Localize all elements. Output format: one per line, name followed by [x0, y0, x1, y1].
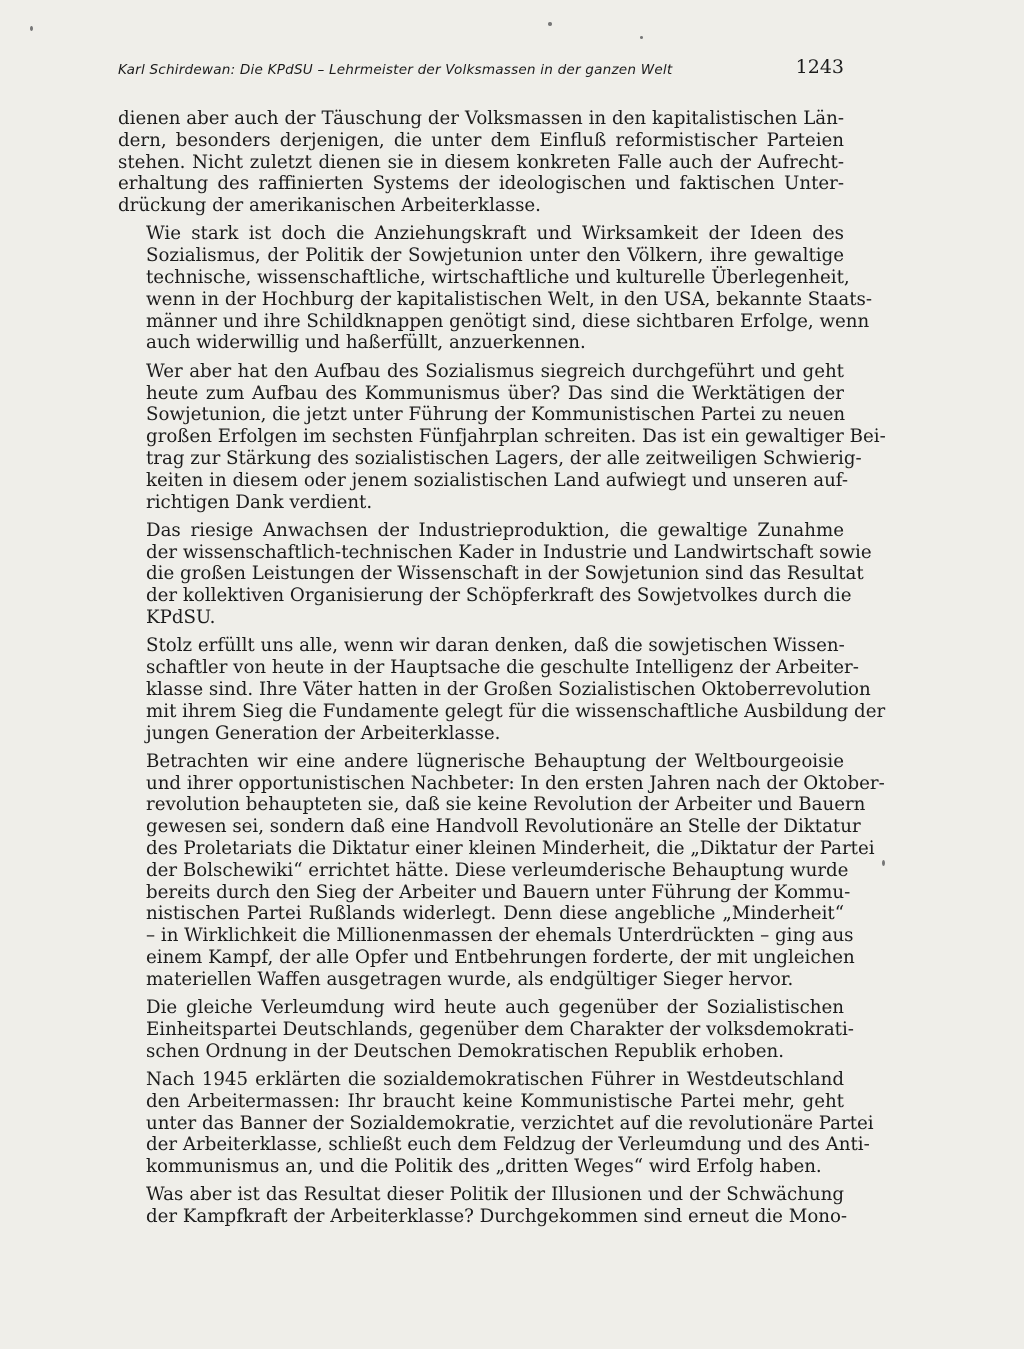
text-line: auch widerwillig und haßerfüllt, anzuerkennen. — [146, 332, 586, 354]
text-line: Sozialismus, der Politik der Sowjetunion unter den Völkern, ihre gewaltige — [146, 245, 844, 267]
text-line: jungen Generation der Arbeiterklasse. — [146, 722, 501, 744]
text-line: erhaltung des raffinierten Systems der ideologischen und faktischen Unter- — [118, 173, 844, 195]
text-line: der Bolschewiki“ errichtet hätte. Diese verleumderische Behauptung wurde — [146, 859, 849, 881]
text-line: trag zur Stärkung des sozialistischen Lagers, der alle zeitweiligen Schwierig- — [146, 447, 862, 469]
text-line: den Arbeitermassen: Ihr braucht keine Kommunistische Partei mehr, geht — [146, 1090, 844, 1112]
text-line: materiellen Waffen ausgetragen wurde, als endgültiger Sieger hervor. — [146, 968, 794, 990]
text-line: drückung der amerikanischen Arbeiterklasse. — [118, 195, 541, 217]
text-line: dienen aber auch der Täuschung der Volksmassen in den kapitalistischen Län- — [118, 108, 844, 129]
text-line: einem Kampf, der alle Opfer und Entbehrungen forderte, der mit ungleichen — [146, 946, 855, 968]
text-line: kommunismus an, und die Politik des „dritten Weges“ wird Erfolg haben. — [146, 1156, 822, 1178]
text-line: männer und ihre Schildknappen genötigt sind, diese sichtbaren Erfolge, wenn — [146, 310, 870, 332]
text-line: schaftler von heute in der Hauptsache die geschulte Intelligenz der Arbeiter- — [146, 657, 859, 679]
text-line: Was aber ist das Resultat dieser Politik der Illusionen und der Schwächung — [146, 1184, 844, 1206]
text-line: keiten in diesem oder jenem sozialistischen Land aufwiegt und unseren auf- — [146, 469, 849, 491]
text-line: wenn in der Hochburg der kapitalistischen Welt, in den USA, bekannte Staats- — [146, 288, 873, 310]
paragraph — [118, 1184, 848, 1228]
text-line: – in Wirklichkeit die Millionenmassen der ehemals Unterdrückten – ging aus — [146, 925, 854, 947]
scan-speck — [30, 26, 33, 31]
text-line: der wissenschaftlich-technischen Kader in Industrie und Landwirtschaft sowie — [146, 541, 872, 563]
text-line: klasse sind. Ihre Väter hatten in der Großen Sozialistischen Oktoberrevolution — [146, 678, 871, 700]
text-line: richtigen Dank verdient. — [146, 491, 373, 513]
text-line: Betrachten wir eine andere lügnerische Behauptung der Weltbourgeoisie — [146, 750, 844, 772]
paragraph — [118, 635, 886, 744]
text-line: der kollektiven Organisierung der Schöpferkraft des Sowjetvolkes durch die — [146, 585, 852, 607]
text-line: der Arbeiterklasse, schließt euch dem Feldzug der Verleumdung und des Anti- — [146, 1134, 870, 1156]
paragraph — [118, 108, 844, 217]
text-line: gewesen sei, sondern daß eine Handvoll Revolutionäre an Stelle der Diktatur — [146, 816, 861, 838]
text-line: Wer aber hat den Aufbau des Sozialismus siegreich durchgeführt und geht — [146, 360, 844, 382]
paragraph — [118, 519, 872, 629]
scan-speck — [548, 22, 552, 26]
text-line: revolution behaupteten sie, daß sie keine Revolution der Arbeiter und Bauern — [146, 794, 866, 816]
text-line: des Proletariats die Diktatur einer kleinen Minderheit, die „Diktatur der Partei — [146, 838, 875, 859]
scan-speck — [640, 36, 643, 39]
running-head: Karl Schirdewan: Die KPdSU – Lehrmeister der Volksmassen in der ganzen Welt — [118, 62, 673, 78]
text-line: der Kampfkraft der Arbeiterklasse? Durchgekommen sind erneut die Mono- — [146, 1206, 848, 1228]
page-header — [118, 56, 844, 86]
text-line: technische, wissenschaftliche, wirtschaftliche und kulturelle Überlegenheit, — [146, 267, 850, 289]
text-line: Das riesige Anwachsen der Industrieproduktion, die gewaltige Zunahme — [146, 519, 844, 541]
text-line: schen Ordnung in der Deutschen Demokratischen Republik erhoben. — [146, 1040, 784, 1062]
text-line: Die gleiche Verleumdung wird heute auch gegenüber der Sozialistischen — [146, 997, 844, 1019]
text-line: Sowjetunion, die jetzt unter Führung der Kommunistischen Partei zu neuen — [146, 404, 846, 426]
text-line: KPdSU. — [146, 607, 216, 629]
text-line: die großen Leistungen der Wissenschaft in der Sowjetunion sind das Resultat — [146, 563, 864, 585]
paragraph — [118, 360, 886, 514]
text-line: mit ihrem Sieg die Fundamente gelegt für die wissenschaftliche Ausbildung der — [146, 700, 886, 722]
text-line: Wie stark ist doch die Anziehungskraft und Wirksamkeit der Ideen des — [146, 223, 844, 245]
text-line: Einheitspartei Deutschlands, gegenüber dem Charakter der volksdemokrati- — [146, 1018, 854, 1040]
text-line: unter das Banner der Sozialdemokratie, verzichtet auf die revolutionäre Partei — [146, 1112, 874, 1134]
body-text — [118, 108, 886, 1235]
paragraph — [118, 223, 873, 354]
text-line: Nach 1945 erklärten die sozialdemokratischen Führer in Westdeutschland — [146, 1068, 844, 1090]
scan-speck — [882, 860, 885, 866]
paragraph — [118, 750, 885, 991]
paragraph — [118, 1068, 874, 1178]
text-line: großen Erfolgen im sechsten Fünfjahrplan schreiten. Das ist ein gewaltiger Bei- — [146, 426, 886, 448]
page-number: 1243 — [795, 56, 844, 78]
text-line: heute zum Aufbau des Kommunismus über? Das sind die Werktätigen der — [146, 382, 844, 404]
text-line: nistischen Partei Rußlands widerlegt. Denn diese angebliche „Minderheit“ — [146, 903, 844, 925]
text-line: und ihrer opportunistischen Nachbeter: In den ersten Jahren nach der Oktober- — [146, 772, 885, 794]
text-line: bereits durch den Sieg der Arbeiter und Bauern unter Führung der Kommu- — [146, 881, 851, 903]
text-line: Stolz erfüllt uns alle, wenn wir daran denken, daß die sowjetischen Wissen- — [146, 635, 845, 657]
text-line: dern, besonders derjenigen, die unter dem Einfluß reformistischer Parteien — [118, 129, 844, 151]
text-line: stehen. Nicht zuletzt dienen sie in diesem konkreten Falle auch der Aufrecht- — [118, 151, 844, 173]
paragraph — [118, 997, 854, 1062]
